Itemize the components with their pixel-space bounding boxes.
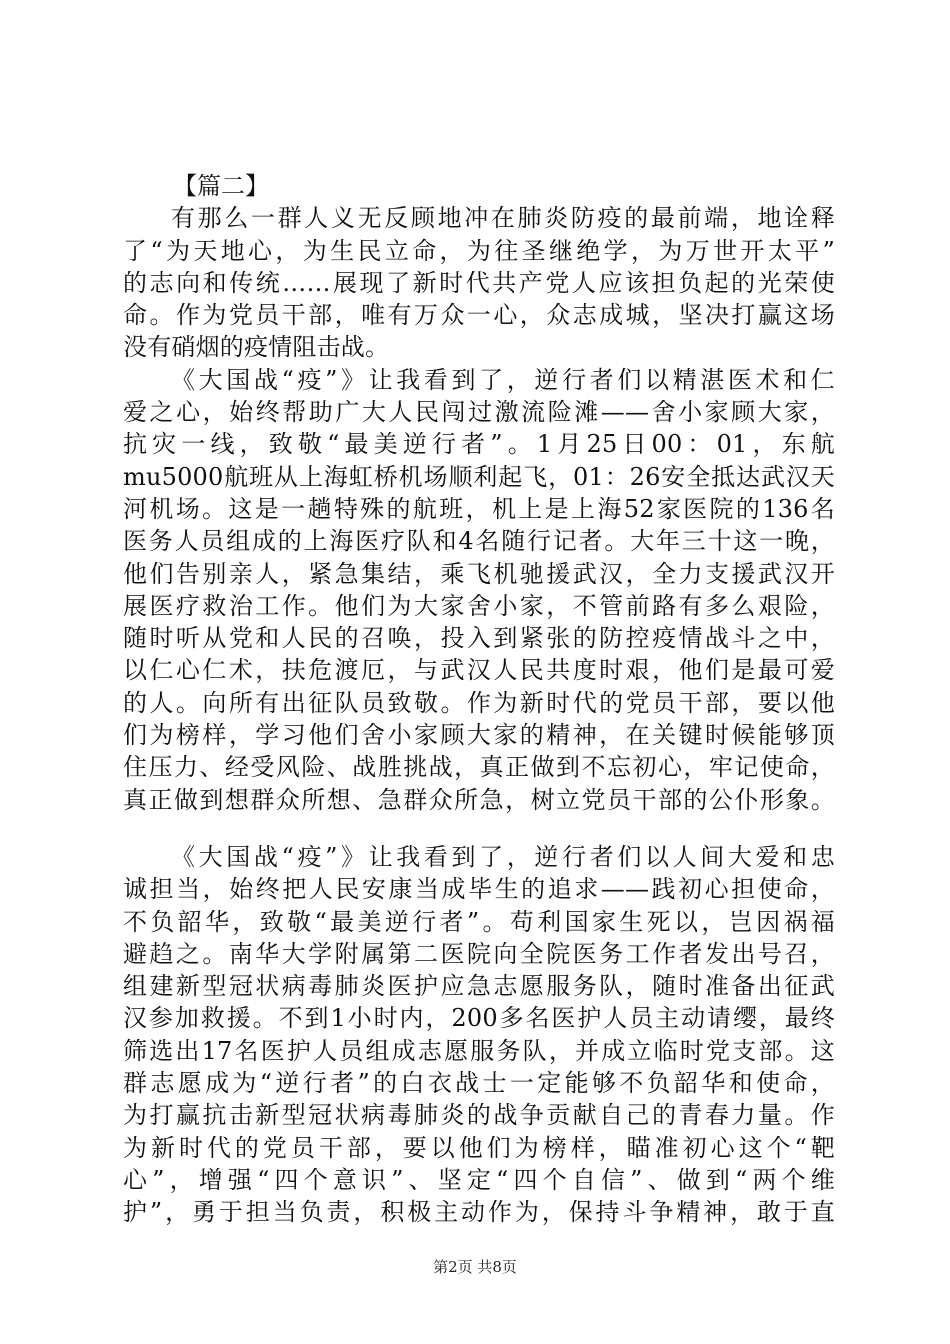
paragraph-line: 们为榜样，学习他们舍小家顾大家的精神，在关键时候能够顶 (123, 721, 835, 750)
paragraph-line: 《大国战“疫”》让我看到了，逆行者们以人间大爱和忠 (171, 842, 835, 871)
paragraph-line: 筛选出17名医护人员组成志愿服务队，并成立临时党支部。这 (123, 1036, 835, 1065)
paragraph-line: 汉参加救援。不到1小时内，200多名医护人员主动请缨，最终 (123, 1004, 835, 1033)
paragraph-line: 有那么一群人义无反顾地冲在肺炎防疫的最前端，地诠释 (171, 204, 835, 233)
paragraph-3 (123, 841, 835, 1229)
paragraph-line: 医务人员组成的上海医疗队和4名随行记者。大年三十这一晚， (123, 527, 835, 556)
paragraph-line: 组建新型冠状病毒肺炎医护应急志愿服务队，随时准备出征武 (123, 972, 835, 1001)
paragraph-line: 《大国战“疫”》让我看到了，逆行者们以精湛医术和仁 (171, 365, 835, 394)
paragraph-line: 诚担当，始终把人民安康当成毕生的追求——践初心担使命， (123, 875, 835, 904)
paragraph-line: 为新时代的党员干部，要以他们为榜样，瞄准初心这个“靶 (123, 1133, 835, 1162)
paragraph-line: 爱之心，始终帮助广大人民闯过激流险滩——舍小家顾大家， (123, 398, 835, 427)
paragraph-line: 为打赢抗击新型冠状病毒肺炎的战争贡献自己的青春力量。作 (123, 1101, 835, 1130)
paragraph-spacer (123, 816, 835, 841)
paragraph-line: 他们告别亲人，紧急集结，乘飞机驰援武汉，全力支援武汉开 (123, 559, 835, 588)
paragraph-line: 真正做到想群众所想、急群众所急，树立党员干部的公仆形象。 (123, 785, 835, 814)
paragraph-line: 展医疗救治工作。他们为大家舍小家，不管前路有多么艰险， (123, 591, 835, 620)
paragraph-line: 的志向和传统……展现了新时代共产党人应该担负起的光荣使 (123, 268, 835, 297)
paragraph-1 (123, 202, 835, 363)
paragraph-line: 的人。向所有出征队员致敬。作为新时代的党员干部，要以他 (123, 688, 835, 717)
paragraph-line: 心”，增强“四个意识”、坚定“四个自信”、做到“两个维 (123, 1165, 835, 1194)
paragraph-line: 河机场。这是一趟特殊的航班，机上是上海52家医院的136名 (123, 494, 835, 523)
paragraph-line: 不负韶华，致敬“最美逆行者”。苟利国家生死以，岂因祸福 (123, 907, 835, 936)
paragraph-line: 命。作为党员干部，唯有万众一心，众志成城，坚决打赢这场 (123, 301, 835, 330)
paragraph-line: 群志愿成为“逆行者”的白衣战士一定能够不负韶华和使命， (123, 1069, 835, 1098)
paragraph-line: 了“为天地心，为生民立命，为往圣继绝学，为万世开太平” (123, 236, 835, 265)
document-body (123, 170, 835, 1229)
paragraph-line: 以仁心仁术，扶危渡厄，与武汉人民共度时艰，他们是最可爱 (123, 656, 835, 685)
paragraph-line: 随时听从党和人民的召唤，投入到紧张的防控疫情战斗之中， (123, 624, 835, 653)
section-heading: 【篇二】 (173, 172, 269, 200)
paragraph-line: 护”，勇于担当负责，积极主动作为，保持斗争精神，敢于直 (123, 1198, 835, 1227)
paragraph-line: mu5000航班从上海虹桥机场顺利起飞，01：26安全抵达武汉天 (123, 462, 835, 491)
paragraph-line: 住压力、经受风险、战胜挑战，真正做到不忘初心，牢记使命， (123, 753, 835, 782)
page-number-footer: 第2页 共8页 (433, 1258, 517, 1276)
paragraph-2 (123, 364, 835, 816)
paragraph-line: 避趋之。南华大学附属第二医院向全院医务工作者发出号召， (123, 939, 835, 968)
paragraph-line: 没有硝烟的疫情阻击战。 (123, 333, 390, 362)
paragraph-line: 抗灾一线，致敬“最美逆行者”。1月25日00：01，东航 (123, 430, 835, 459)
